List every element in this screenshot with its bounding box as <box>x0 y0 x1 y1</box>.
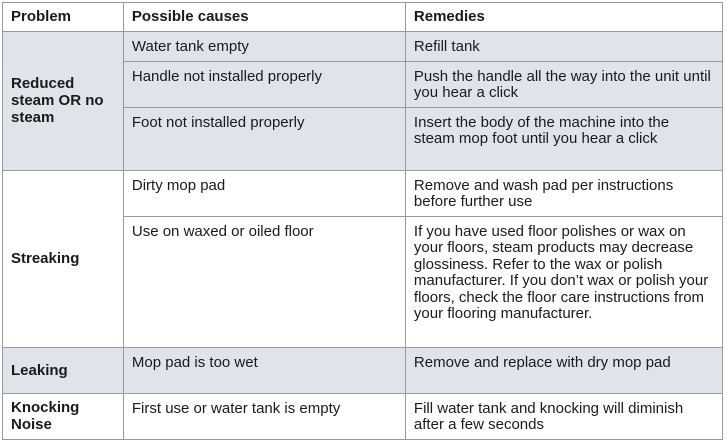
table-row <box>3 170 723 216</box>
table-row <box>3 347 723 393</box>
problem-knocking-noise: Knocking Noise <box>3 393 124 439</box>
problem-streaking: Streaking <box>3 170 124 347</box>
cause-cell: Handle not installed properly <box>123 61 405 107</box>
cause-cell: Mop pad is too wet <box>123 347 405 393</box>
table-header-row <box>3 3 723 32</box>
remedy-cell: Insert the body of the machine into the steam mop foot until you hear a click <box>405 107 722 170</box>
header-remedies: Remedies <box>405 3 722 32</box>
cause-cell: Dirty mop pad <box>123 170 405 216</box>
remedy-cell: Refill tank <box>405 32 722 62</box>
remedy-cell: Remove and wash pad per instructions before further use <box>405 170 722 216</box>
remedy-cell: Fill water tank and knocking will diminish after a few seconds <box>405 393 722 439</box>
header-problem: Problem <box>3 3 124 32</box>
cause-cell: Use on waxed or oiled floor <box>123 216 405 347</box>
problem-leaking: Leaking <box>3 347 124 393</box>
cause-cell: Foot not installed properly <box>123 107 405 170</box>
remedy-cell: Push the handle all the way into the unit until you hear a click <box>405 61 722 107</box>
table-row <box>3 32 723 62</box>
cause-cell: Water tank empty <box>123 32 405 62</box>
remedy-cell: Remove and replace with dry mop pad <box>405 347 722 393</box>
problem-reduced-steam: Reduced steam OR no steam <box>3 32 124 171</box>
table-row <box>3 393 723 439</box>
cause-cell: First use or water tank is empty <box>123 393 405 439</box>
troubleshooting-table <box>2 2 723 440</box>
remedy-cell: If you have used floor polishes or wax on your floors, steam products may decrease glossiness. Refer to the wax or polish manufacturer. If you don’t wax or polish your floors, check the floor care instructions from your flooring manufacturer. <box>405 216 722 347</box>
header-possible-causes: Possible causes <box>123 3 405 32</box>
